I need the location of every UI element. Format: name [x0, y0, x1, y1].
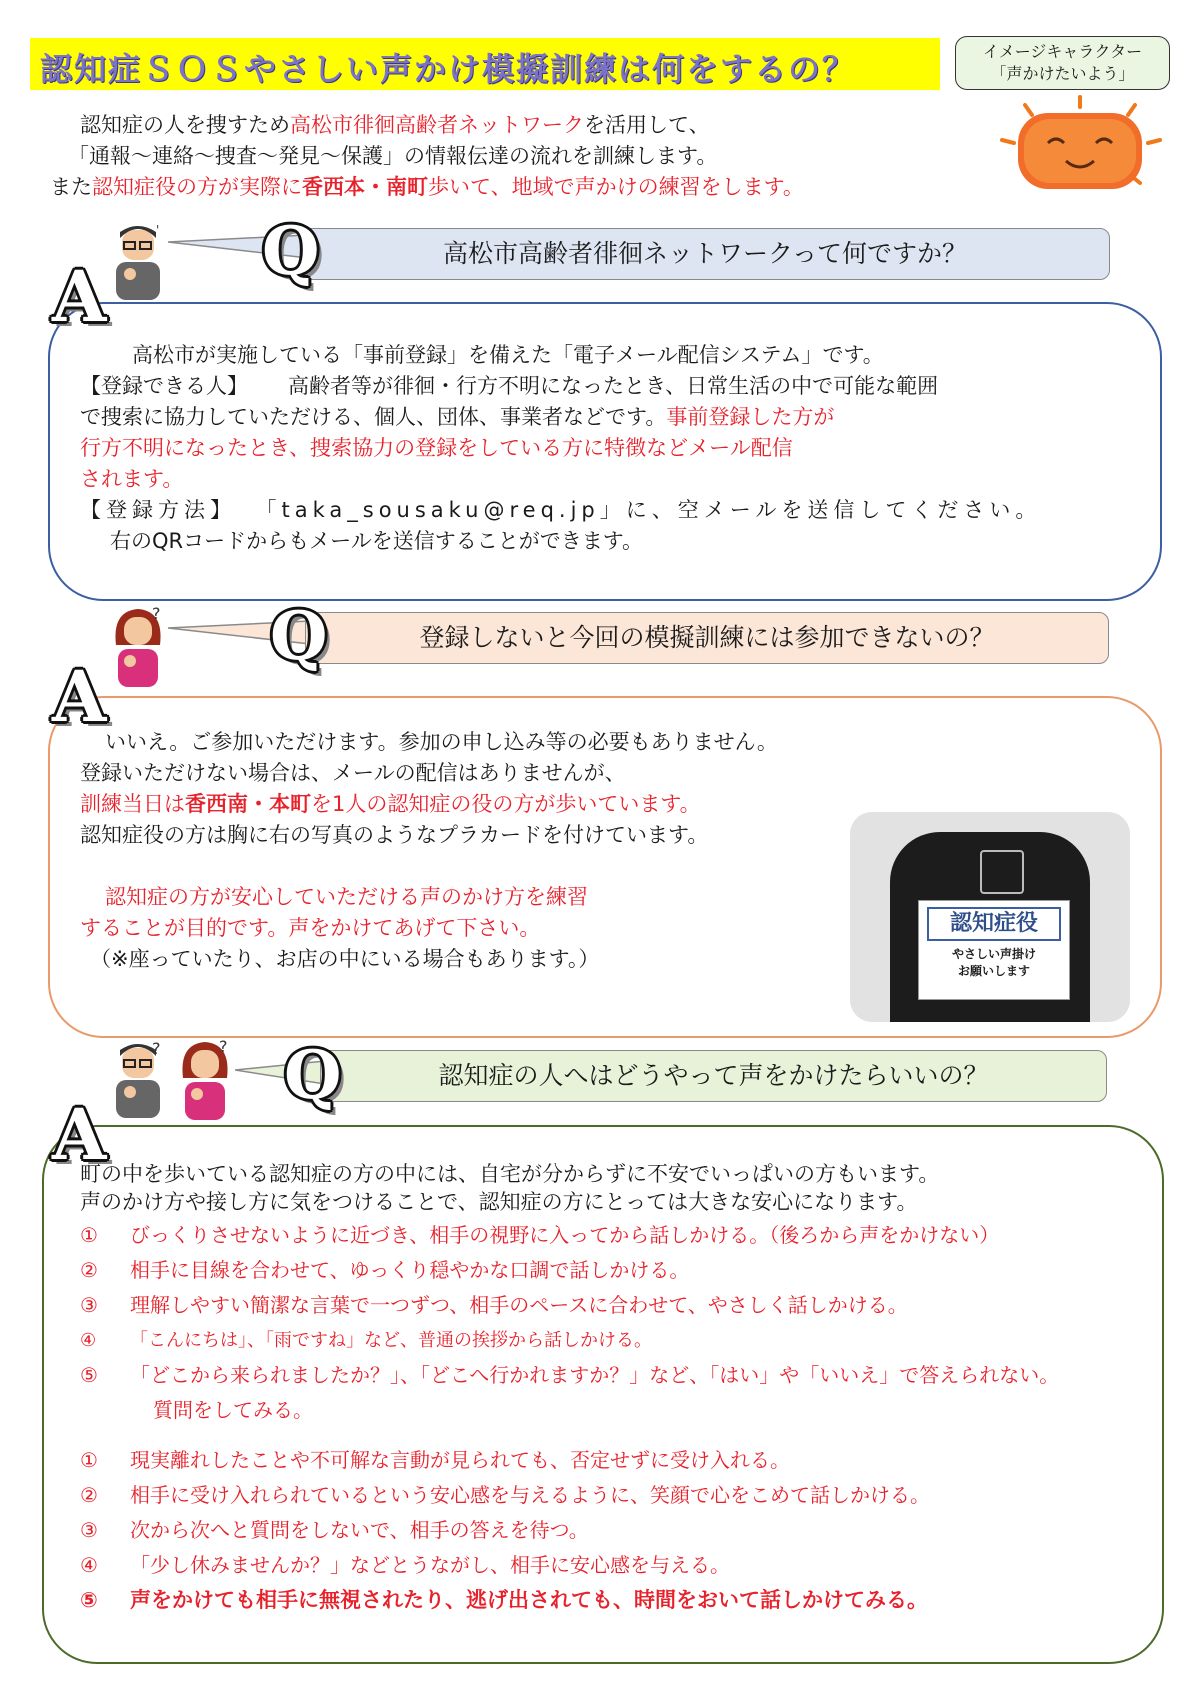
list-number: ② — [80, 1258, 98, 1282]
intro-text — [50, 110, 950, 203]
list-number: ④ — [80, 1330, 97, 1351]
intro-text: 「通報～連絡～捜査～発見～保護」の情報伝達の流れを訓練します。 — [68, 144, 718, 168]
svg-text:?: ? — [219, 1038, 228, 1056]
svg-text:': ' — [156, 223, 160, 237]
list-text: 「こんにちは」、「雨ですね」など、普通の挨拶から話しかける。 — [130, 1330, 652, 1351]
intro-highlight: 香西本・南町 — [302, 175, 428, 199]
list-item — [80, 1443, 930, 1478]
tips-list-1 — [80, 1218, 1059, 1428]
man-thinking-icon — [108, 1040, 168, 1120]
answer-line: 右のQRコードからもメールを送信することができます。 — [110, 529, 644, 553]
list-item — [80, 1478, 930, 1513]
man-thinking-icon — [108, 222, 168, 302]
a-letter: A — [52, 655, 107, 738]
list-text: びっくりさせないように近づき、相手の視野に入ってから話しかける。（後ろから声をかけない） — [130, 1223, 1000, 1247]
answer-line: で捜索に協力していただける、個人、団体、事業者などです。 — [80, 405, 667, 429]
list-number: ③ — [80, 1518, 98, 1542]
character-label-line2: 「声かけたいよう」 — [990, 64, 1135, 83]
placard-sub: やさしい声掛け — [951, 947, 1036, 961]
answer-highlight: 行方不明になったとき、捜索協力の登録をしている方に特徴などメール配信 — [80, 436, 793, 460]
list-number: ② — [80, 1483, 98, 1507]
a-letter: A — [52, 255, 107, 338]
list-number: ⑤ — [80, 1363, 98, 1387]
list-item — [80, 1358, 1059, 1393]
intro-text: 認知症の人を捜すため — [80, 113, 290, 137]
question-bar-3 — [320, 1050, 1107, 1102]
placard-photo — [850, 812, 1130, 1022]
answer-line: 登録いただけない場合は、メールの配信はありませんが、 — [80, 761, 626, 785]
list-item — [80, 1288, 1059, 1323]
list-text: 理解しやすい簡潔な言葉で一つずつ、相手のペースに合わせて、やさしく話しかける。 — [130, 1293, 908, 1317]
placard — [918, 900, 1070, 1000]
answer-line: いいえ。ご参加いただけます。参加の申し込み等の必要もありません。 — [105, 730, 778, 754]
svg-text:?: ? — [152, 605, 161, 623]
q-letter: Q — [262, 212, 320, 290]
list-text: 「どこから来られましたか？」、「どこへ行かれますか？」など、「はい」や「いいえ」で答えられない。 — [130, 1363, 1060, 1387]
list-item — [80, 1548, 930, 1583]
list-number: ③ — [80, 1293, 98, 1317]
answer-highlight: 訓練当日は — [80, 792, 185, 816]
list-number: ⑤ — [80, 1588, 98, 1612]
answer-highlight: 認知症の方が安心していただける声のかけ方を練習 — [105, 885, 588, 909]
list-number: ① — [80, 1223, 98, 1247]
list-text: 相手に目線を合わせて、ゆっくり穏やかな口調で話しかける。 — [130, 1258, 690, 1282]
answer-1-text — [80, 340, 1041, 557]
character-label-line1: イメージキャラクター — [982, 42, 1143, 61]
question-3-text: 認知症の人へはどうやって声をかけたらいいの？ — [438, 1061, 989, 1090]
list-number: ① — [80, 1448, 98, 1472]
answer-line: 認知症役の方は胸に右の写真のようなプラカードを付けています。 — [80, 823, 709, 847]
answer-highlight: を1人の認知症の役の方が歩いています。 — [311, 792, 701, 816]
list-text: 現実離れしたことや不可解な言動が見られても、否定せずに受け入れる。 — [130, 1448, 790, 1472]
title-banner — [30, 38, 940, 90]
answer-line: （※座っていたり、お店の中にいる場合もあります。） — [90, 947, 600, 971]
placard-title: 認知症役 — [927, 907, 1061, 941]
intro-text: また — [50, 175, 92, 199]
answer-line: 高松市が実施している「事前登録」を備えた「電子メール配信システム」です。 — [132, 343, 884, 367]
list-number: ④ — [80, 1553, 98, 1577]
list-text: 相手に受け入れられているという安心感を与えるように、笑顔で心をこめて話しかける。 — [130, 1483, 930, 1507]
tips-list-2 — [80, 1443, 930, 1618]
answer-line: 高齢者等が徘徊・行方不明になったとき、日常生活の中で可能な範囲 — [288, 374, 939, 398]
list-item — [80, 1513, 930, 1548]
answer-highlight: されます。 — [80, 467, 184, 491]
answer-2-text — [80, 727, 778, 975]
q-letter: Q — [284, 1036, 342, 1114]
intro-text: を活用して、 — [584, 113, 710, 137]
answer-label: 【登録方法】 — [80, 498, 236, 522]
question-bar-1 — [300, 228, 1110, 280]
character-label — [955, 36, 1170, 90]
registration-email: 「taka_sousaku@req.jp」に、空メールを送信してください。 — [266, 498, 1042, 522]
list-text: 「少し休みませんか？」などとうながし、相手に安心感を与える。 — [130, 1553, 730, 1577]
woman-thinking-icon — [108, 605, 168, 689]
question-2-text: 登録しないと今回の模擬訓練には参加できないの？ — [419, 623, 995, 652]
intro-highlight: 高松市徘徊高齢者ネットワーク — [290, 113, 584, 137]
list-item — [80, 1218, 1059, 1253]
list-item — [80, 1583, 930, 1618]
list-continuation: 質問をしてみる。 — [153, 1398, 313, 1422]
question-1-text: 高松市高齢者徘徊ネットワークって何ですか？ — [442, 239, 967, 268]
answer-highlight: 事前登録した方が — [666, 405, 835, 429]
intro-highlight: 認知症役の方が実際に — [92, 175, 302, 199]
woman-thinking-icon — [175, 1038, 235, 1122]
q-letter: Q — [270, 597, 328, 675]
svg-text:?: ? — [152, 1040, 161, 1058]
list-item — [80, 1253, 1059, 1288]
shirt-print — [980, 850, 1024, 894]
answer-highlight: 香西南・本町 — [185, 792, 311, 816]
list-text: 声をかけても相手に無視されたり、逃げ出されても、時間をおいて話しかけてみる。 — [130, 1588, 928, 1612]
answer-label: 【登録できる人】 — [80, 374, 248, 398]
answer-3-intro — [80, 1160, 939, 1216]
intro-highlight: 歩いて、地域で声かけの練習をします。 — [428, 175, 804, 199]
question-bar-2 — [305, 612, 1109, 664]
list-text: 次から次へと質問をしないで、相手の答えを待つ。 — [130, 1518, 589, 1542]
placard-sub: お願いします — [957, 964, 1030, 978]
answer-line: 町の中を歩いている認知症の方の中には、自宅が分からずに不安でいっぱいの方もいます。 — [80, 1162, 940, 1186]
sun-character-icon — [990, 95, 1170, 195]
answer-highlight: することが目的です。声をかけてあげて下さい。 — [80, 916, 541, 940]
answer-line: 声のかけ方や接し方に気をつけることで、認知症の方にとっては大きな安心になります。 — [80, 1190, 918, 1214]
page-title: 認知症ＳＯＳやさしい声かけ模擬訓練は何をするの？ — [40, 50, 857, 88]
a-letter: A — [52, 1093, 107, 1176]
list-item — [80, 1323, 1059, 1358]
